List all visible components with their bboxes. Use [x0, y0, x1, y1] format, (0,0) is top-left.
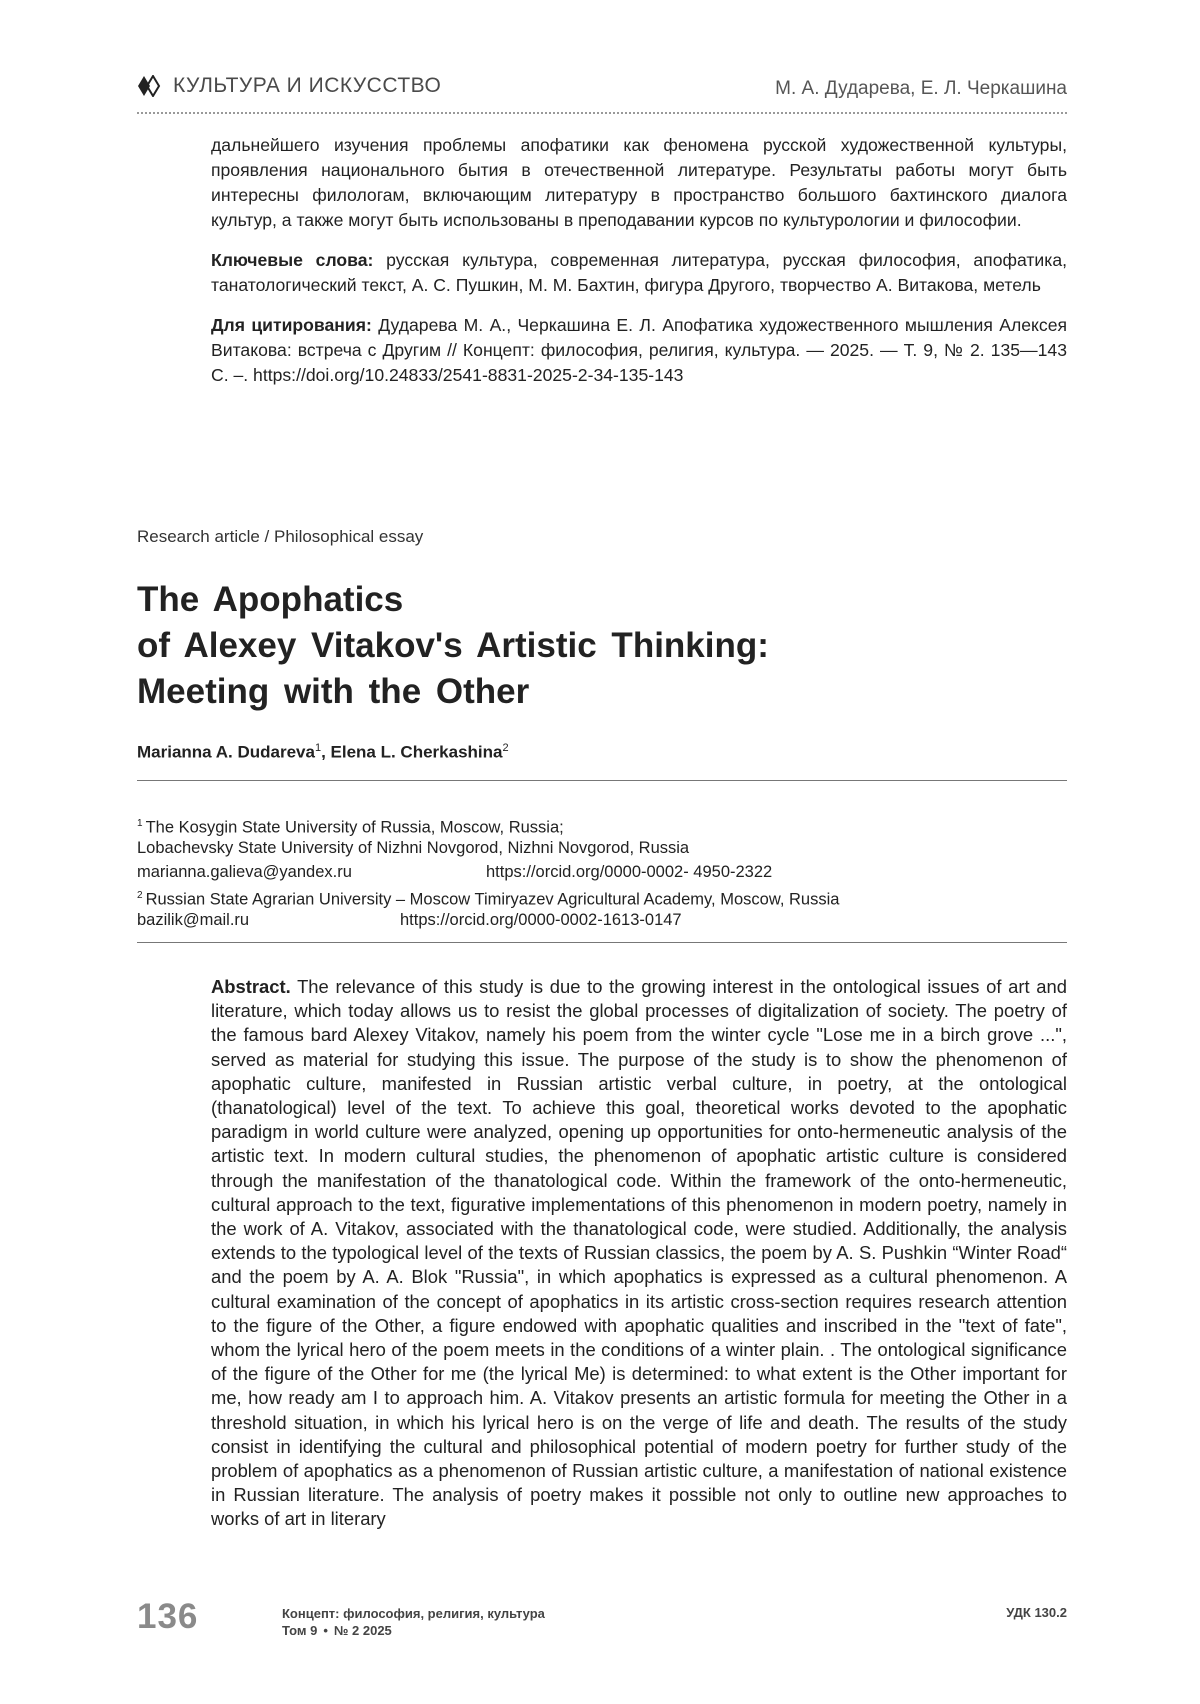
affiliation-line: [137, 884, 1067, 908]
abstract-paragraph: [211, 975, 1067, 1532]
journal-volume: Том 9: [282, 1623, 318, 1638]
affiliation-text: The Kosygin State University of Russia, Moscow, Russia;: [145, 818, 564, 837]
email-link[interactable]: marianna.galieva@yandex.ru: [137, 863, 352, 881]
abstract-label: Abstract.: [211, 976, 291, 997]
title-line: The Apophatics: [137, 580, 404, 619]
keywords-text: русская культура, современная литература, русская философия, апофатика, танатологический текст, А. С. Пушкин, М. М. Бахтин, фигура Другого, творчество А. Витакова, метель: [211, 250, 1068, 295]
journal-issue: [282, 1622, 545, 1639]
bullet-separator: •: [323, 1623, 328, 1638]
keywords-paragraph: [211, 248, 1067, 298]
diamond-icon: [137, 75, 163, 97]
affiliation-line: [137, 812, 1067, 836]
journal-issue-number: № 2 2025: [333, 1623, 392, 1638]
title-line: Meeting with the Other: [137, 672, 530, 711]
email-link[interactable]: bazilik@mail.ru: [137, 911, 250, 929]
affiliations-divider: [137, 942, 1067, 943]
author-name: Marianna A. Dudareva: [137, 742, 315, 762]
affiliation-text: Russian State Agrarian University – Moscow Timiryazev Agricultural Academy, Moscow, Russia: [145, 890, 840, 909]
header-authors: М. А. Дударева, Е. Л. Черкашина: [775, 78, 1067, 99]
author-name: Elena L. Cherkashina: [330, 742, 503, 762]
affiliation-marker: 2: [137, 890, 143, 901]
citation-text: Дударева М. А., Черкашина Е. Л. Апофатика художественного мышления Алексея Витакова: встреча с Другим // Концепт: философия, религия, культура. — 2025. — Т. 9, № 2. 135—143 С. –. https://doi.org/10.24833/2541-8831-2025-2-34-135-143: [211, 315, 1068, 385]
authors-line: [137, 742, 509, 763]
page-number: 136: [137, 1597, 199, 1636]
orcid-link[interactable]: https://orcid.org/0000-0002-1613-0147: [400, 911, 682, 929]
header-divider: [137, 112, 1067, 114]
affiliations-block: [137, 812, 1067, 932]
citation-paragraph: [211, 313, 1067, 388]
author-separator: ,: [321, 742, 331, 762]
contact-line: [137, 908, 1067, 932]
abstract-text: The relevance of this study is due to the growing interest in the ontological issues of art and literature, which today allows us to resist the global processes of digitalization of society. The poetry of the famous bard Alexey Vitakov, namely his poem from the winter cycle "Lose me in a birch grove ...", served as material for studying this issue. The purpose of the study is to show the phenomenon of apophatic culture, manifested in Russian artistic verbal culture, in poetry, at the ontological (thanatological) level of the text. To achieve this goal, theoretical works devoted to the apophatic paradigm in world culture were analyzed, opening up opportunities for onto-hermeneutic analysis of the artistic text. In modern cultural studies, the phenomenon of apophatic artistic culture is considered through the manifestation of the thanatological code. Within the framework of the onto-hermeneutic, cultural approach to the text, figurative implementations of this phenomenon in modern poetry, namely in the work of A. Vitakov, associated with the thanatological code, were studied. Additionally, the analysis extends to the typological level of the texts of Russian classics, the poem by A. S. Pushkin “Winter Road“ and the poem by A. A. Blok "Russia", in which apophatics is expressed as a cultural phenomenon. A cultural examination of the concept of apophatics in its artistic cross-section requires research attention to the figure of the Other, a figure endowed with apophatic qualities and inscribed in the "text of fate", whom the lyrical hero of the poem meets in the conditions of a winter plain. . The ontological significance of the figure of the Other for me (the lyrical Me) is determined: to what extent is the Other important for me, how ready am I to approach him. A. Vitakov presents an artistic formula for meeting the Other in a threshold situation, in which his lyrical hero is on the verge of life and death. The results of the study consist in identifying the cultural and philosophical potential of modern poetry for further study of the problem of apophatics as a phenomenon of Russian artistic culture, a manifestation of national existence in Russian literature. The analysis of poetry makes it possible not only to outline new approaches to works of art in literary: [211, 976, 1067, 1530]
running-header: [137, 70, 1067, 104]
article-title: [137, 577, 1037, 715]
citation-label: Для цитирования:: [211, 315, 372, 335]
orcid-link[interactable]: https://orcid.org/0000-0002- 4950-2322: [486, 863, 773, 881]
keywords-label: Ключевые слова:: [211, 250, 374, 270]
section-name: КУЛЬТУРА И ИСКУССТВО: [173, 74, 442, 97]
contact-line: [137, 860, 1067, 884]
title-line: of Alexey Vitakov's Artistic Thinking:: [137, 626, 769, 665]
abstract-continuation: дальнейшего изучения проблемы апофатики как феномена русской художественной культуры, проявления национального бытия в отечественной литературе. Результаты работы могут быть интересны филологам, включающим литературу в пространство большого бахтинского диалога культур, а также могут быть использованы в преподавании курсов по культурологии и философии.: [211, 135, 1067, 230]
journal-name: Концепт: философия, религия, культура: [282, 1606, 545, 1621]
affiliation-marker: 1: [137, 818, 143, 829]
authors-divider: [137, 780, 1067, 781]
journal-info: [282, 1605, 545, 1639]
affiliation-line: [137, 836, 1067, 860]
affiliation-text: Lobachevsky State University of Nizhni Novgorod, Nizhni Novgorod, Russia: [137, 839, 690, 857]
author-affiliation-marker: 1: [314, 742, 322, 754]
section-heading: [137, 74, 441, 98]
udc-code: УДК 130.2: [1006, 1605, 1067, 1620]
article-type: Research article / Philosophical essay: [137, 527, 424, 546]
author-affiliation-marker: 2: [502, 742, 509, 754]
russian-abstract-block: [211, 133, 1067, 403]
